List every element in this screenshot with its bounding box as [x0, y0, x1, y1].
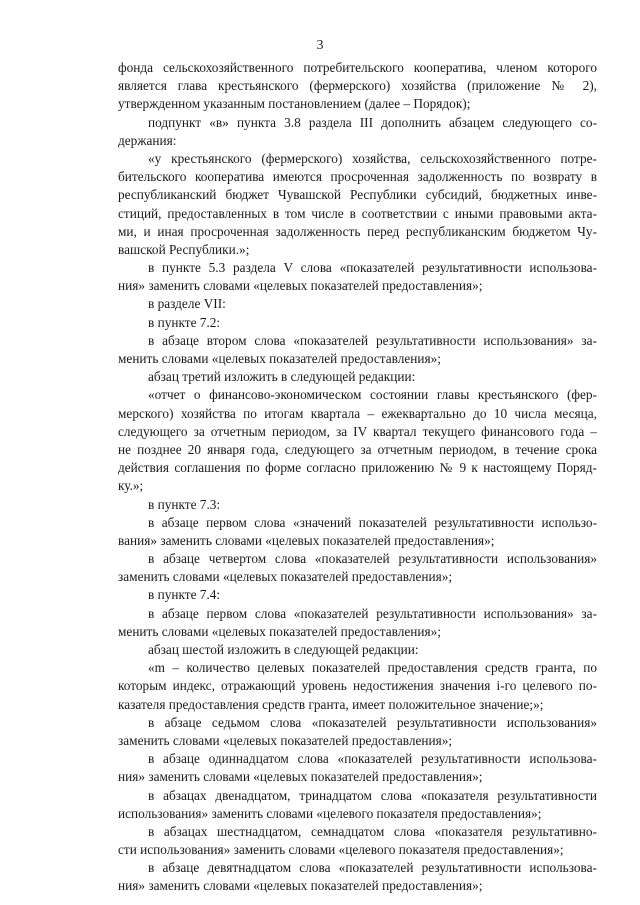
- text-line: использования» заменить словами «целевого показателя предоставления»;: [118, 805, 542, 821]
- text-line: сти использования» заменить словами «целевого показателя предоставления»;: [118, 842, 564, 858]
- text-line: стиций, предоставленных в том числе в соответствии с иными правовыми акта-: [118, 205, 597, 221]
- text-line: в пункте 7.3:: [148, 496, 221, 512]
- text-line: абзац шестой изложить в следующей редакции:: [148, 642, 419, 657]
- text-line: вашской Республики.»;: [118, 241, 250, 257]
- text-line: в разделе VII:: [148, 296, 226, 312]
- text-line: «отчет о финансово-экономическом состоянии главы крестьянского (фер-: [148, 387, 597, 403]
- text-line: фонда сельскохозяйственного потребительского кооператива, членом которого: [118, 60, 597, 75]
- text-line: заменить словами «целевых показателей предоставления»;: [118, 732, 453, 748]
- text-line: ку.»;: [118, 478, 144, 494]
- text-line: в абзаце первом слова «значений показателей результативности использо-: [148, 514, 597, 530]
- text-line: «m – количество целевых показателей предоставления средств гранта, по: [148, 660, 597, 676]
- text-line: казателя предоставления средств гранта, имеет положительное значение;»;: [118, 696, 544, 712]
- text-line: в пункте 7.2:: [148, 314, 221, 330]
- text-line: в абзацах шестнадцатом, семнадцатом слова «показателя результативно-: [148, 823, 597, 839]
- text-line: заменить словами «целевых показателей предоставления»;: [118, 569, 453, 585]
- text-line: менить словами «целевых показателей предоставления»;: [118, 623, 441, 639]
- text-line: ния» заменить словами «целевых показателей предоставления»;: [118, 278, 483, 294]
- text-line: республиканский бюджет Чувашской Республики субсидий, бюджетных инве-: [118, 187, 597, 203]
- text-line: в абзацах двенадцатом, тринадцатом слова «показателя результативности: [148, 787, 597, 803]
- text-line: в пункте 5.3 раздела V слова «показателей результативности использова-: [148, 260, 597, 276]
- text-line: абзац третий изложить в следующей редакции:: [148, 369, 416, 385]
- text-line: следующего за отчетным периодом, за IV квартал текущего финансового года –: [118, 423, 597, 439]
- text-line: ния» заменить словами «целевых показателей предоставления»;: [118, 769, 483, 785]
- text-line: в абзаце седьмом слова «показателей результативности использования»: [148, 714, 597, 730]
- text-line: не позднее 20 января года, следующего за отчетным периодом, в течение срока: [118, 441, 597, 457]
- document-body: [118, 59, 597, 896]
- text-line: «у крестьянского (фермерского) хозяйства, сельскохозяйственного потре-: [148, 150, 597, 166]
- text-line: ми, и иная просроченная задолженность перед республиканским бюджетом Чу-: [118, 223, 597, 239]
- text-line: в абзаце первом слова «показателей результативности использования» за-: [148, 605, 597, 621]
- text-line: подпункт «в» пункта 3.8 раздела III дополнить абзацем следующего со-: [148, 114, 597, 130]
- text-line: утвержденном указанным постановлением (далее – Порядок);: [118, 96, 471, 112]
- text-line: бительского кооператива имеются просроченная задолженность по возврату в: [118, 169, 597, 185]
- text-line: действия соглашения по форме согласно приложению № 9 к настоящему Поряд-: [118, 460, 597, 476]
- text-line: в абзаце одиннадцатом слова «показателей результативности использова-: [148, 751, 597, 767]
- text-line: которым индекс, отражающий уровень недостижения значения i-го целевого по-: [118, 678, 597, 694]
- text-line: вания» заменить словами «целевых показателей предоставления»;: [118, 532, 495, 548]
- text-line: является глава крестьянского (фермерского) хозяйства (приложение № 2),: [118, 78, 597, 94]
- text-line: ния» заменить словами «целевых показателей предоставления»;: [118, 878, 483, 894]
- page-number: 3: [316, 37, 324, 52]
- text-line: в абзаце девятнадцатом слова «показателей результативности использова-: [148, 860, 597, 876]
- text-line: мерского) хозяйства по итогам квартала – ежеквартально до 10 числа месяца,: [118, 405, 597, 421]
- text-line: в пункте 7.4:: [148, 587, 221, 603]
- text-line: в абзаце втором слова «показателей результативности использования» за-: [148, 332, 597, 348]
- text-line: менить словами «целевых показателей предоставления»;: [118, 351, 441, 366]
- text-line: в абзаце четвертом слова «показателей результативности использования»: [148, 551, 597, 567]
- text-line: держания:: [118, 132, 177, 148]
